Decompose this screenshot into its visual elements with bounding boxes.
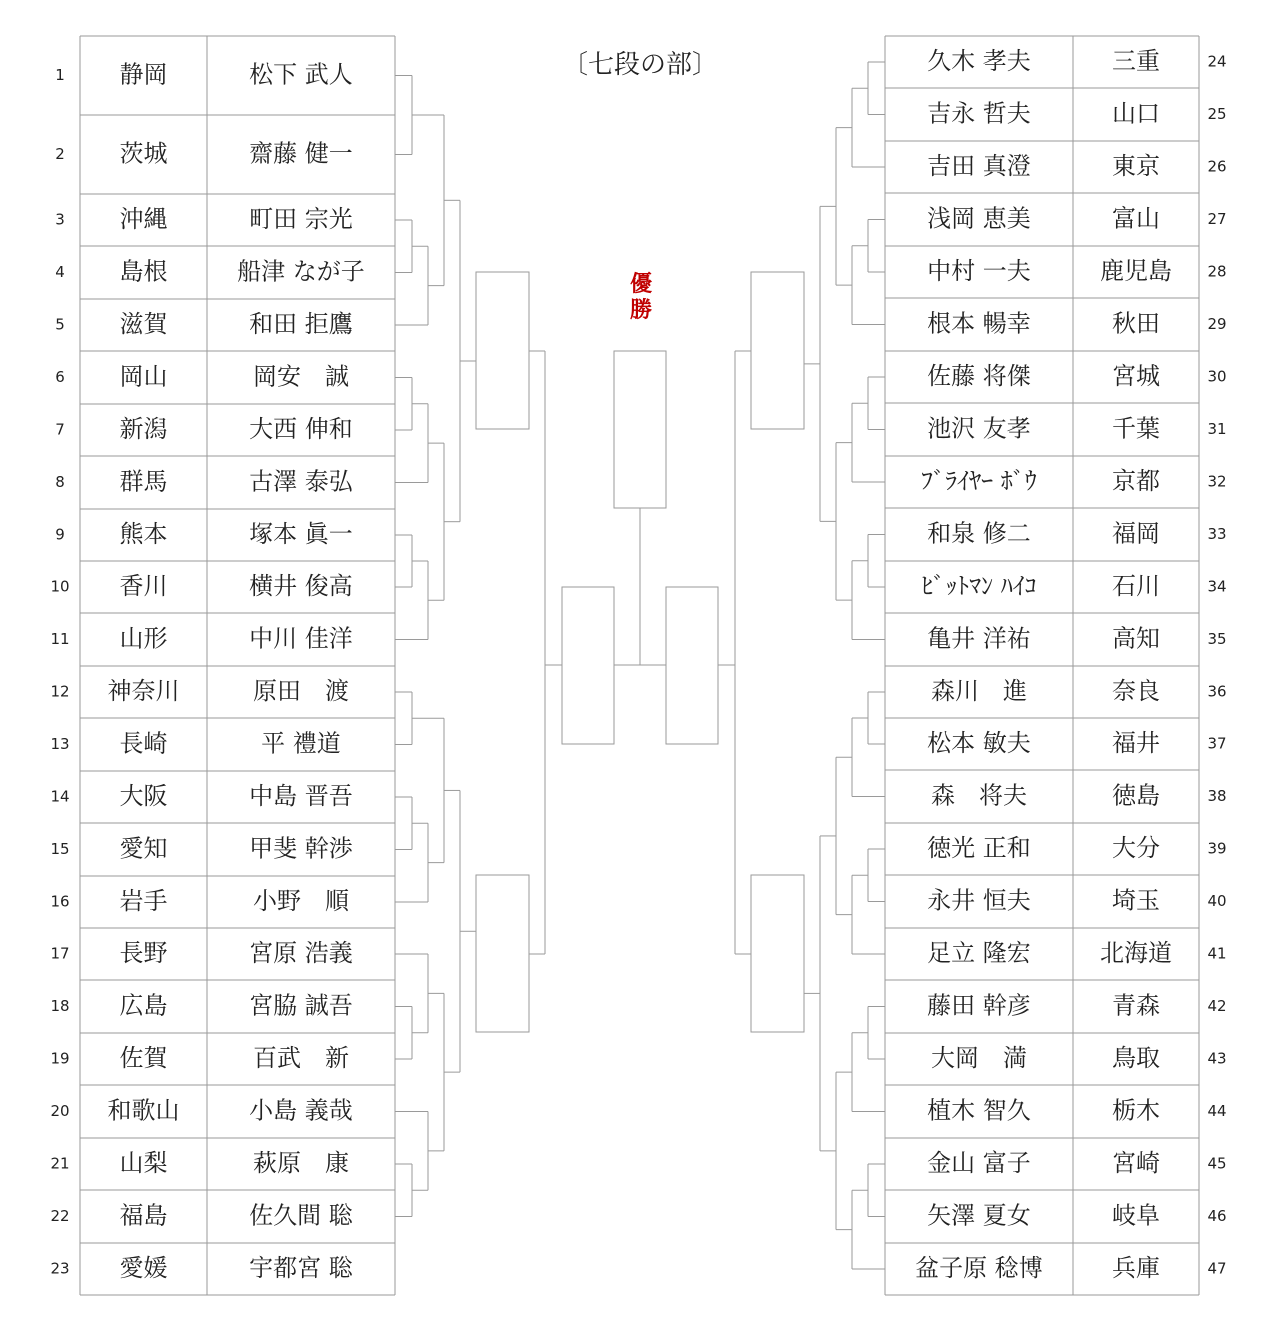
player-name: 徳光 正和 xyxy=(927,834,1031,862)
seed-number: 43 xyxy=(1207,1049,1227,1068)
player-name: 佐藤 将傑 xyxy=(927,362,1031,390)
player-name: 根本 暢幸 xyxy=(927,309,1031,338)
player-name: ﾋﾞｯﾄﾏﾝ ﾊｲｺ xyxy=(921,572,1037,600)
match-box xyxy=(562,587,614,744)
seed-number: 37 xyxy=(1207,734,1227,753)
seed-number: 46 xyxy=(1207,1207,1227,1225)
prefecture-name: 北海道 xyxy=(1100,939,1172,967)
player-name: 小島 義哉 xyxy=(249,1096,353,1125)
player-name: 金山 富子 xyxy=(927,1149,1031,1177)
prefecture-name: 滋賀 xyxy=(119,310,168,338)
prefecture-name: 岩手 xyxy=(119,887,168,915)
match-box xyxy=(666,587,718,744)
prefecture-name: 長野 xyxy=(119,939,168,967)
seed-number: 10 xyxy=(50,577,70,596)
player-name: 大岡 満 xyxy=(931,1044,1027,1072)
prefecture-name: 宮崎 xyxy=(1112,1149,1160,1177)
seed-number: 2 xyxy=(55,145,65,163)
player-name: 岡安 誠 xyxy=(253,362,349,391)
prefecture-name: 和歌山 xyxy=(107,1096,180,1125)
player-name: 中川 佳洋 xyxy=(249,624,353,653)
player-name: 松下 武人 xyxy=(249,60,353,89)
seed-number: 13 xyxy=(50,735,70,753)
player-name: 宇都宮 聡 xyxy=(249,1254,353,1282)
player-name: 盆子原 稔博 xyxy=(915,1254,1043,1282)
prefecture-name: 山形 xyxy=(119,624,168,653)
seed-number: 24 xyxy=(1207,52,1227,71)
player-name: 池沢 友孝 xyxy=(927,414,1031,443)
seed-number: 29 xyxy=(1207,315,1227,333)
seed-number: 33 xyxy=(1207,525,1227,543)
seed-number: 27 xyxy=(1207,210,1227,228)
prefecture-name: 秋田 xyxy=(1112,309,1160,338)
player-name: 吉田 真澄 xyxy=(927,152,1031,180)
player-name: 亀井 洋祐 xyxy=(927,624,1031,653)
seed-number: 30 xyxy=(1207,367,1227,386)
prefecture-name: 大分 xyxy=(1112,834,1160,862)
champion-box xyxy=(614,351,666,508)
seed-number: 11 xyxy=(50,630,70,648)
prefecture-name: 鳥取 xyxy=(1112,1044,1160,1072)
prefecture-name: 島根 xyxy=(119,257,168,286)
seed-number: 41 xyxy=(1207,944,1227,963)
seed-number: 16 xyxy=(50,892,70,911)
player-name: 百武 新 xyxy=(253,1044,349,1072)
champion-label-text: 優 勝 xyxy=(629,272,652,323)
player-name: 平 禮道 xyxy=(261,729,341,758)
player-name: 森 将夫 xyxy=(931,781,1027,810)
prefecture-name: 福井 xyxy=(1112,729,1160,757)
seed-number: 4 xyxy=(55,263,65,281)
player-name: 森川 進 xyxy=(931,677,1027,705)
player-name: 宮原 浩義 xyxy=(249,939,353,967)
player-name: 齋藤 健一 xyxy=(249,139,353,168)
player-name: 小野 順 xyxy=(253,887,349,915)
seed-number: 5 xyxy=(55,315,65,334)
seed-number: 25 xyxy=(1207,105,1227,123)
prefecture-name: 石川 xyxy=(1112,572,1160,600)
prefecture-name: 愛媛 xyxy=(119,1254,168,1282)
player-name: 甲斐 幹渉 xyxy=(249,834,353,863)
division-title: 〔七段の部〕 xyxy=(561,50,718,80)
seed-number: 12 xyxy=(50,682,70,701)
prefecture-name: 東京 xyxy=(1112,152,1160,180)
prefecture-name: 京都 xyxy=(1112,467,1160,495)
player-name: 植木 智久 xyxy=(927,1096,1031,1125)
prefecture-name: 栃木 xyxy=(1112,1096,1160,1125)
prefecture-name: 大阪 xyxy=(119,782,168,810)
seed-number: 40 xyxy=(1207,892,1227,910)
prefecture-name: 愛知 xyxy=(119,834,168,863)
prefecture-name: 奈良 xyxy=(1112,677,1160,705)
prefecture-name: 香川 xyxy=(119,572,168,600)
player-name: 吉永 哲夫 xyxy=(927,99,1031,128)
prefecture-name: 青森 xyxy=(1112,991,1160,1020)
prefecture-name: 高知 xyxy=(1112,624,1160,653)
seed-number: 28 xyxy=(1207,262,1227,281)
player-name: 和泉 修二 xyxy=(927,519,1031,548)
seed-number: 26 xyxy=(1207,157,1227,176)
seed-number: 39 xyxy=(1207,839,1227,858)
prefecture-name: 静岡 xyxy=(119,60,168,89)
player-name: 萩原 康 xyxy=(253,1149,349,1177)
prefecture-name: 岡山 xyxy=(119,362,168,391)
player-name: 町田 宗光 xyxy=(249,205,353,233)
prefecture-name: 神奈川 xyxy=(107,677,180,705)
prefecture-name: 福岡 xyxy=(1112,519,1160,548)
prefecture-name: 熊本 xyxy=(119,520,168,548)
player-name: 和田 拒鷹 xyxy=(249,310,353,338)
match-box xyxy=(476,272,529,429)
prefecture-name: 沖縄 xyxy=(119,205,168,233)
seed-number: 6 xyxy=(55,368,65,386)
prefecture-name: 茨城 xyxy=(119,139,168,168)
prefecture-name: 富山 xyxy=(1112,204,1160,233)
player-name: 永井 恒夫 xyxy=(927,886,1031,915)
seed-number: 15 xyxy=(50,840,70,858)
seed-number: 18 xyxy=(50,997,70,1015)
player-name: 塚本 眞一 xyxy=(249,520,353,548)
player-name: 足立 隆宏 xyxy=(927,939,1031,967)
prefecture-name: 埼玉 xyxy=(1112,886,1160,915)
seed-number: 38 xyxy=(1207,787,1227,805)
seed-number: 36 xyxy=(1207,682,1227,701)
match-box xyxy=(476,875,529,1032)
seed-number: 3 xyxy=(55,210,65,229)
prefecture-name: 徳島 xyxy=(1112,781,1160,810)
seed-number: 34 xyxy=(1207,577,1227,596)
seed-number: 35 xyxy=(1207,630,1227,648)
player-name: 原田 渡 xyxy=(253,677,349,705)
player-name: 松本 敏夫 xyxy=(927,729,1031,757)
player-name: 古澤 泰弘 xyxy=(249,467,353,496)
seed-number: 42 xyxy=(1207,997,1227,1015)
prefecture-name: 千葉 xyxy=(1112,414,1160,443)
seed-number: 32 xyxy=(1207,472,1227,491)
seed-number: 31 xyxy=(1207,420,1227,438)
seed-number: 14 xyxy=(50,787,70,806)
seed-number: 8 xyxy=(55,473,65,491)
prefecture-name: 新潟 xyxy=(119,415,168,443)
prefecture-name: 山口 xyxy=(1112,99,1160,128)
seed-number: 9 xyxy=(55,525,65,544)
prefecture-name: 佐賀 xyxy=(119,1044,168,1072)
match-box xyxy=(751,272,804,429)
prefecture-name: 山梨 xyxy=(119,1149,168,1177)
player-name: 久木 孝夫 xyxy=(927,47,1031,75)
seed-number: 21 xyxy=(50,1154,70,1173)
seed-number: 20 xyxy=(50,1102,70,1120)
prefecture-name: 群馬 xyxy=(119,467,168,496)
player-name: 宮脇 誠吾 xyxy=(249,991,353,1020)
player-name: 横井 俊高 xyxy=(249,572,353,600)
player-name: 大西 伸和 xyxy=(249,415,353,443)
prefecture-name: 宮城 xyxy=(1112,362,1160,390)
seed-number: 47 xyxy=(1207,1259,1227,1278)
prefecture-name: 広島 xyxy=(119,991,168,1020)
seed-number: 17 xyxy=(50,944,70,963)
seed-number: 1 xyxy=(55,66,65,84)
seed-number: 44 xyxy=(1207,1102,1227,1120)
champion-label xyxy=(624,272,658,324)
prefecture-name: 鹿児島 xyxy=(1100,257,1172,285)
player-name: 中島 晋吾 xyxy=(249,782,353,810)
player-name: ﾌﾞﾗｲﾔｰ ﾎﾞｳ xyxy=(921,467,1037,495)
seed-number: 19 xyxy=(50,1049,70,1068)
seed-number: 23 xyxy=(50,1259,70,1278)
prefecture-name: 福島 xyxy=(119,1201,168,1230)
player-name: 中村 一夫 xyxy=(927,257,1031,285)
seed-number: 7 xyxy=(55,420,65,439)
player-name: 船津 なが子 xyxy=(237,257,365,286)
seed-number: 22 xyxy=(50,1207,70,1225)
prefecture-name: 兵庫 xyxy=(1112,1254,1160,1282)
prefecture-name: 長崎 xyxy=(119,729,168,758)
player-name: 藤田 幹彦 xyxy=(927,991,1031,1020)
player-name: 矢澤 夏女 xyxy=(927,1201,1031,1230)
player-name: 佐久間 聡 xyxy=(249,1201,353,1230)
player-name: 浅岡 恵美 xyxy=(927,204,1031,233)
match-box xyxy=(751,875,804,1032)
prefecture-name: 三重 xyxy=(1112,47,1160,75)
seed-number: 45 xyxy=(1207,1154,1227,1173)
prefecture-name: 岐阜 xyxy=(1112,1201,1160,1230)
